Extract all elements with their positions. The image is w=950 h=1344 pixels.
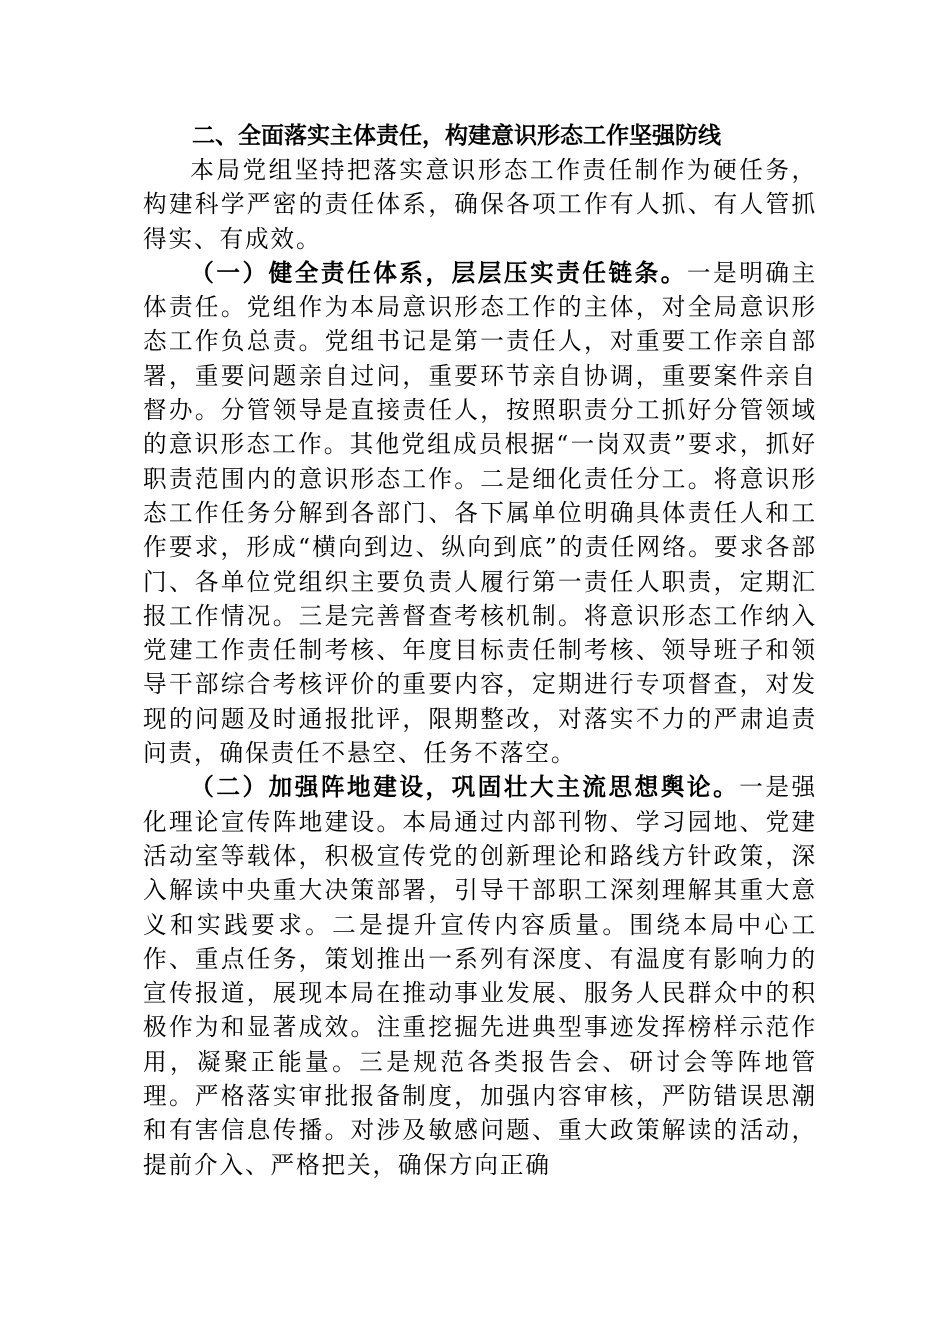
subsection-1-paragraph [143,256,817,770]
subsection-2-title: （二）加强阵地建设，巩固壮大主流思想舆论。 [190,773,740,802]
intro-paragraph [143,153,817,256]
subsection-1-title: （一）健全责任体系，层层压实责任链条。 [190,258,687,287]
section-heading: 二、全面落实主体责任，构建意识形态工作坚强防线 [192,123,721,149]
document-body [143,153,817,1182]
subsection-2-text: 一是强化理论宣传阵地建设。本局通过内部刊物、学习园地、党建活动室等载体，积极宣传党的创新理论和路线方针政策，深入解读中央重大决策部署，引导干部职工深刻理解其重大意义和实践要求。二是提升宣传内容质量。围绕本局中心工作、重点任务，策划推出一系列有深度、有温度有影响力的宣传报道，展现本局在推动事业发展、服务人民群众中的积极作为和显著成效。注重挖掘先进典型事迹发挥榜样示范作用，凝聚正能量。三是规范各类报告会、研讨会等阵地管理。严格落实审批报备制度，加强内容审核，严防错误思潮和有害信息传播。对涉及敏感问题、重大政策解读的活动，提前介入、严格把关，确保方向正确 [143,773,818,1179]
subsection-1-text: 一是明确主体责任。党组作为本局意识形态工作的主体，对全局意识形态工作负总责。党组书记是第一责任人，对重要工作亲自部署，重要问题亲自过问，重要环节亲自协调，重要案件亲自督办。分管领导是直接责任人，按照职责分工抓好分管领域的意识形态工作。其他党组成员根据“一岗双责”要求，抓好职责范围内的意识形态工作。二是细化责任分工。将意识形态工作任务分解到各部门、各下属单位明确具体责任人和工作要求，形成“横向到边、纵向到底”的责任网络。要求各部门、各单位党组织主要负责人履行第一责任人职责，定期汇报工作情况。三是完善督查考核机制。将意识形态工作纳入党建工作责任制考核、年度目标责任制考核、领导班子和领导干部综合考核评价的重要内容，定期进行专项督查，对发现的问题及时通报批评，限期整改，对落实不力的严肃追责问责，确保责任不悬空、任务不落空。 [143,258,817,768]
subsection-2-paragraph [143,770,817,1182]
intro-paragraph-text: 本局党组坚持把落实意识形态工作责任制作为硬任务，构建科学严密的责任体系，确保各项工作有人抓、有人管抓得实、有成效。 [143,156,817,253]
